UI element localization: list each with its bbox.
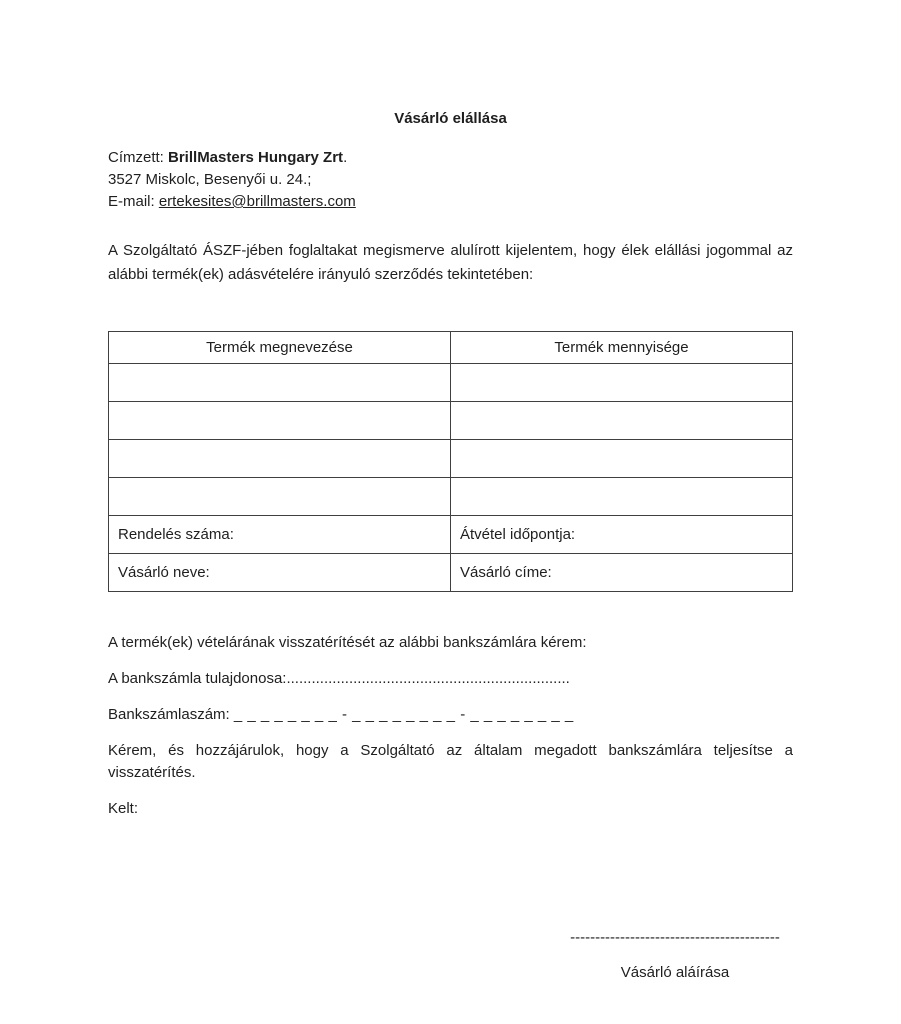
address-line: 3527 Miskolc, Besenyői u. 24.; [108,171,312,188]
refund-request-line: A termék(ek) vételárának visszatérítését az alábbi bankszámlára kérem: [108,634,587,651]
table-row [109,554,793,592]
signature-block [556,928,794,983]
table-header-row [109,332,793,364]
dated-label: Kelt: [108,800,139,817]
product-quantity-cell [451,440,793,478]
product-name-cell [109,364,451,402]
account-number-label: Bankszámlaszám: [108,706,234,723]
customer-name-cell: Vásárló neve: [109,554,451,592]
product-quantity-cell [451,478,793,516]
account-owner-label: A bankszámla tulajdonosa: [108,670,287,687]
product-quantity-cell [451,402,793,440]
product-table [108,331,793,592]
email-label: E-mail: [108,193,159,210]
intro-paragraph: A Szolgáltató ÁSZF-jében foglaltakat megismerve alulírott kijelentem, hogy élek elállási jogommal az alábbi termék(ek) adásvételére irányuló szerződés tekintetében: [108,242,793,283]
addressee-line [108,147,793,169]
receipt-date-cell: Átvétel időpontja: [451,516,793,554]
order-number-cell: Rendelés száma: [109,516,451,554]
account-owner-dotted-blank: .................................................................... [286,670,570,687]
account-number-line [108,704,793,726]
product-quantity-cell [451,364,793,402]
account-number-blank: _ _ _ _ _ _ _ _ - _ _ _ _ _ _ _ _ - _ _ _ _ _ _ _ _ [233,706,574,723]
addressee-block [108,147,793,213]
customer-address-cell: Vásárló címe: [451,554,793,592]
product-name-cell [109,402,451,440]
signature-caption: Vásárló aláírása [620,964,730,981]
document-title: Vásárló elállása [394,110,507,127]
table-row [109,440,793,478]
addressee-label: Címzett: [108,149,169,166]
company-suffix: . [343,149,348,166]
table-row [109,516,793,554]
signature-line: ------------------------------------------ [570,929,780,946]
table-row [109,478,793,516]
product-name-cell [109,478,451,516]
table-row [109,364,793,402]
account-owner-line [108,668,793,690]
consent-paragraph: Kérem, és hozzájárulok, hogy a Szolgáltató az általam megadott bankszámlára teljesítse a visszatérítés. [108,742,793,781]
header-product-name: Termék megnevezése [109,332,451,364]
email-line [108,191,793,213]
email-link[interactable]: ertekesites@brillmasters.com [158,193,356,210]
company-name: BrillMasters Hungary Zrt [168,149,344,166]
table-row [109,402,793,440]
product-name-cell [109,440,451,478]
header-product-quantity: Termék mennyisége [451,332,793,364]
